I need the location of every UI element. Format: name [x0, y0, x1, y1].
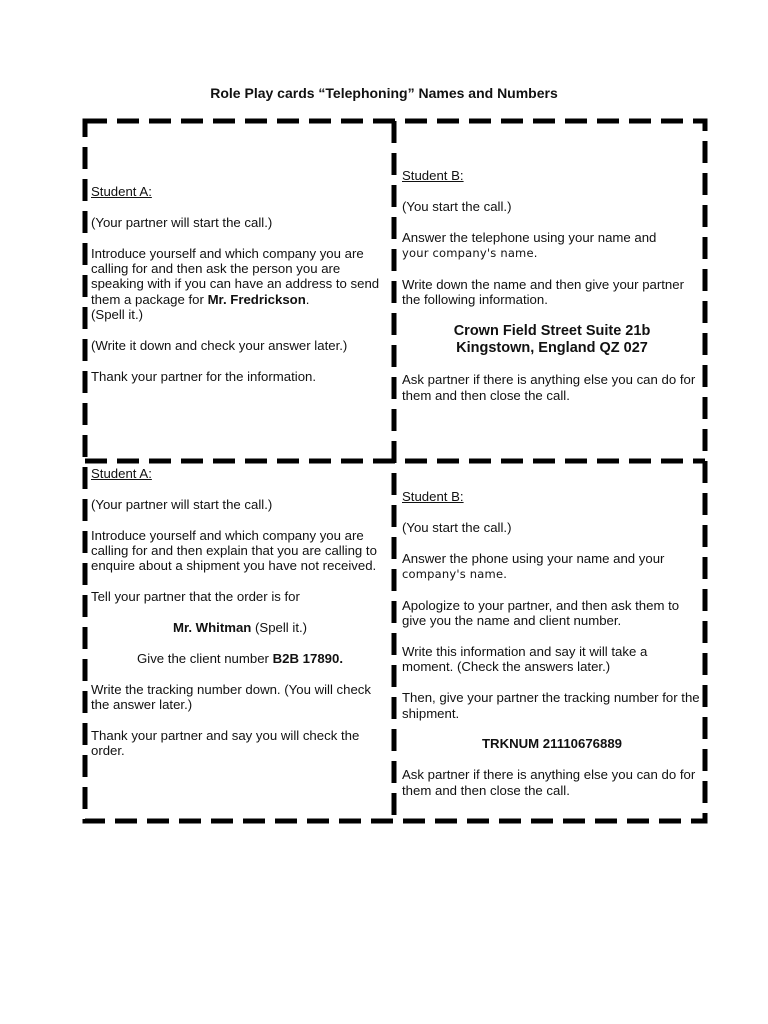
card-text: Ask partner if there is anything else you can do for them and then close the call. [402, 767, 696, 798]
card-text [402, 230, 702, 262]
card-label: Student A: [91, 466, 152, 481]
card-text-run: Answer the phone using your name and your [402, 550, 665, 566]
tracking-number: TRKNUM 21110676889 [481, 736, 623, 752]
address-block [402, 323, 702, 357]
card-text-run: Answer the telephone using your name and [402, 229, 657, 245]
client-number: B2B 17890. [272, 650, 343, 666]
card-text: Write the tracking number down. (You will check the answer later.) [91, 681, 371, 712]
card-text: (You start the call.) [402, 519, 512, 535]
card-text-run: . [305, 291, 310, 307]
card-text: (You start the call.) [402, 198, 512, 214]
card-student-b-1 [402, 168, 702, 419]
card-text: Apologize to your partner, and then ask them to give you the name and client number. [402, 597, 680, 629]
card-text: Write down the name and then give your partner the following information. [402, 276, 684, 308]
card-label: Student B: [402, 168, 464, 183]
card-label: Student A: [91, 184, 152, 199]
card-text: (Your partner will start the call.) [91, 214, 273, 230]
card-text-run: company's name. [402, 567, 508, 581]
card-text-run: (Spell it.) [251, 620, 308, 635]
card-text: Introduce yourself and which company you are calling for and then explain that you are calling to enquire about a shipment you have not received. [91, 527, 377, 574]
card-student-a-1 [91, 184, 389, 400]
card-student-b-2 [402, 489, 702, 813]
card-text: (Write it down and check your answer later.) [91, 338, 348, 354]
card-text [402, 551, 702, 583]
card-text: Ask partner if there is anything else you can do for them and then close the call. [402, 372, 696, 403]
card-text-run: Give the client number [137, 650, 273, 666]
card-text: Then, give your partner the tracking number for the shipment. [402, 690, 700, 721]
card-student-a-2 [91, 466, 389, 774]
card-text-run: Introduce yourself and which company you are calling for and then ask the person you are speaking with if you can have an address to send them a package for [91, 245, 380, 307]
card-text: Tell your partner that the order is for [91, 589, 300, 605]
address-line-2: Kingstown, England QZ 027 [456, 340, 648, 356]
card-text-run: (Spell it.) [91, 307, 144, 323]
client-number-line [91, 651, 389, 666]
name-bold: Mr. Fredrickson [207, 291, 306, 307]
card-text: (Your partner will start the call.) [91, 496, 273, 512]
card-text: Thank your partner and say you will check the order. [91, 727, 360, 759]
tracking-number-line [402, 736, 702, 751]
client-name-line [91, 620, 389, 635]
card-text [91, 246, 389, 323]
card-text-run: your company's name. [402, 246, 538, 260]
name-bold: Mr. Whitman [172, 620, 252, 635]
page-title: Role Play cards “Telephoning” Names and Numbers [210, 85, 558, 101]
card-text: Write this information and say it will take a moment. (Check the answers later.) [402, 644, 648, 675]
card-text: Thank your partner for the information. [91, 368, 317, 384]
address-line-1: Crown Field Street Suite 21b [453, 323, 651, 339]
card-label: Student B: [402, 489, 464, 504]
